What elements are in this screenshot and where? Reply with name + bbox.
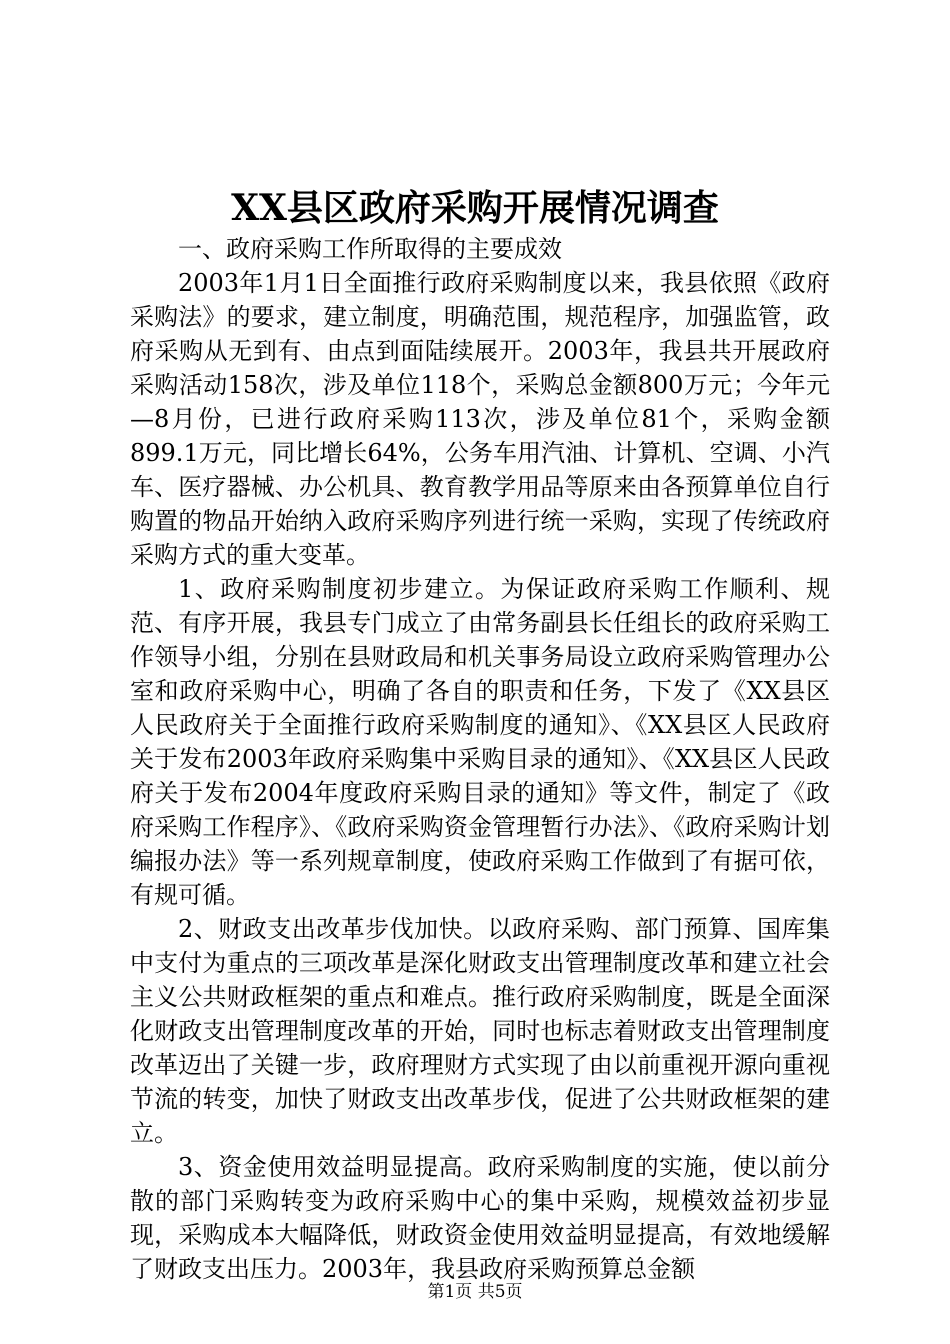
page-number-footer: 第1页 共5页: [427, 1282, 523, 1302]
document-body: [130, 232, 830, 1286]
paragraph-overview: 2003年1月1日全面推行政府采购制度以来，我县依照《政府采购法》的要求，建立制度，明确范围，规范程序，加强监管，政府采购从无到有、由点到面陆续展开。2003年，我县共开展政府采购活动158次，涉及单位118个，采购总金额800万元；今年元—8月份，已进行政府采购113次，涉及单位81个，采购金额899.1万元，同比增长64%，公务车用汽油、计算机、空调、小汽车、医疗器械、办公机具、教育教学用品等原来由各预算单位自行购置的物品开始纳入政府采购序列进行统一采购，实现了传统政府采购方式的重大变革。: [130, 269, 830, 569]
paragraph-reform-accelerated: 2、财政支出改革步伐加快。以政府采购、部门预算、国库集中支付为重点的三项改革是深化财政支出管理制度改革和建立社会主义公共财政框架的重点和难点。推行政府采购制度，既是全面深化财政支出管理制度改革的开始，同时也标志着财政支出管理制度改革迈出了关键一步，政府理财方式实现了由以前重视开源向重视节流的转变，加快了财政支出改革步伐，促进了公共财政框架的建立。: [130, 915, 830, 1147]
paragraph-efficiency-improved: 3、资金使用效益明显提高。政府采购制度的实施，使以前分散的部门采购转变为政府采购中心的集中采购，规模效益初步显现，采购成本大幅降低，财政资金使用效益明显提高，有效地缓解了财政支出压力。2003年，我县政府采购预算总金额: [130, 1153, 830, 1283]
section-heading: 一、政府采购工作所取得的主要成效: [178, 235, 562, 263]
page-title: XX县区政府采购开展情况调查: [231, 187, 719, 229]
paragraph-system-established: 1、政府采购制度初步建立。为保证政府采购工作顺利、规范、有序开展，我县专门成立了由常务副县长任组长的政府采购工作领导小组，分别在县财政局和机关事务局设立政府采购管理办公室和政府采购中心，明确了各自的职责和任务，下发了《XX县区人民政府关于全面推行政府采购制度的通知》、《XX县区人民政府关于发布2003年政府采购集中采购目录的通知》、《XX县区人民政府关于发布2004年度政府采购目录的通知》等文件，制定了《政府采购工作程序》、《政府采购资金管理暂行办法》、《政府采购计划编报办法》等一系列规章制度，使政府采购工作做到了有据可依，有规可循。: [130, 575, 830, 909]
